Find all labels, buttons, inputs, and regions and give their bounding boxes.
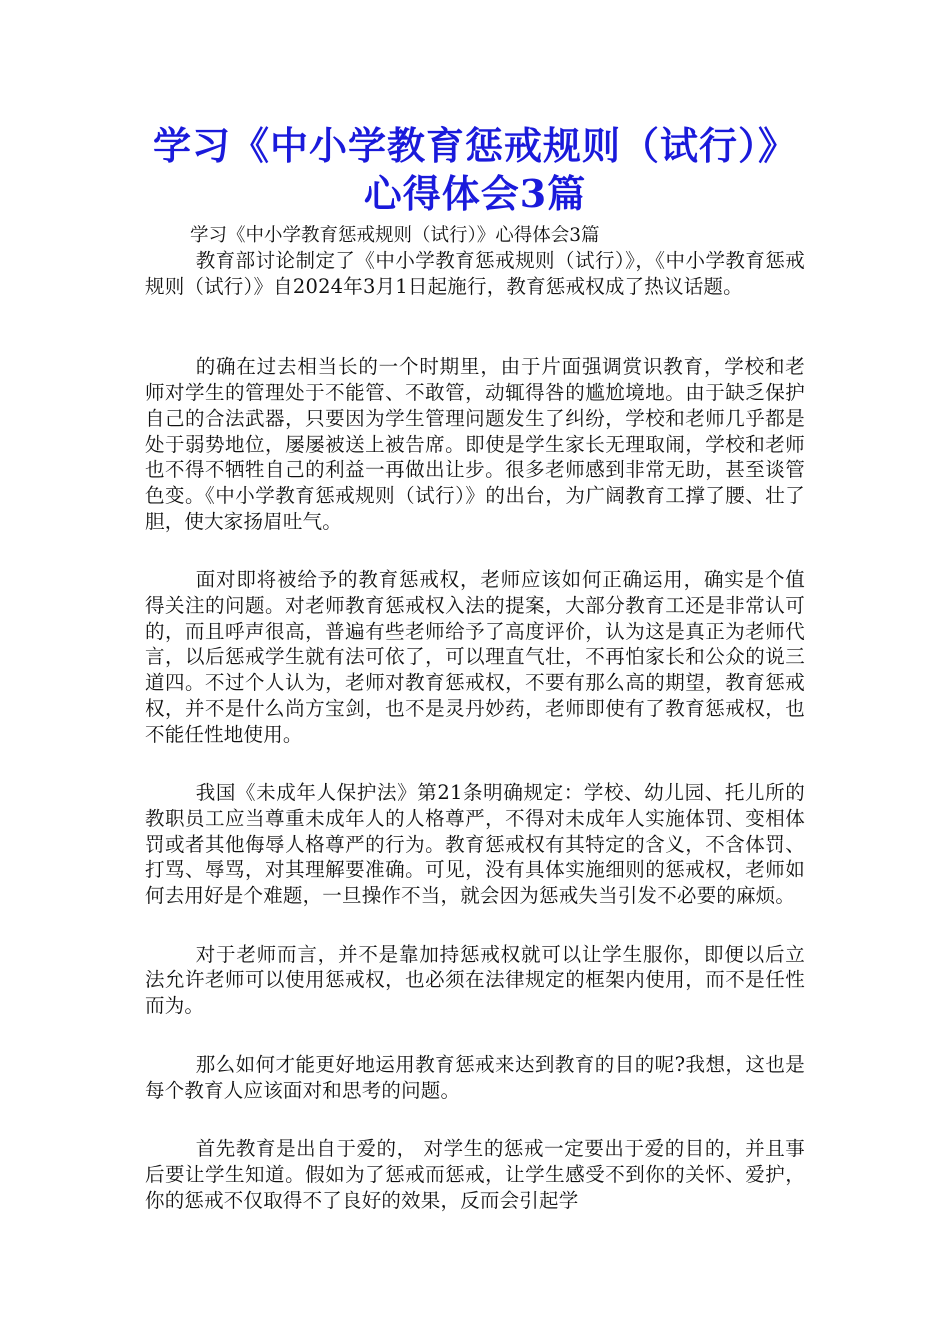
- paragraph-intro: 教育部讨论制定了《中小学教育惩戒规则（试行）》，《中小学教育惩戒规则（试行）》自2024年3月1日起施行，教育惩戒权成了热议话题。: [145, 249, 805, 298]
- document-title: 学习《中小学教育惩戒规则（试行）》心得体会3篇: [152, 123, 797, 216]
- paragraph-spacer: [145, 747, 805, 780]
- paragraph-teacher: 对于老师而言，并不是靠加持惩戒权就可以让学生服你，即便以后立法允许老师可以使用惩戒权，也必须在法律规定的框架内使用，而不是任性而为。: [145, 942, 805, 1018]
- paragraph-spacer: [145, 909, 805, 942]
- paragraph-background: 的确在过去相当长的一个时期里，由于片面强调赏识教育，学校和老师对学生的管理处于不能管、不敢管，动辄得咎的尴尬境地。由于缺乏保护自己的合法武器，只要因为学生管理问题发生了纠纷，学校和老师几乎都是处于弱势地位，屡屡被送上被告席。即使是学生家长无理取闹，学校和老师也不得不牺牲自己的利益一再做出让步。很多老师感到非常无助，甚至谈管色变。《中小学教育惩戒规则（试行）》的出台，为广阔教育工撑了腰、壮了胆，使大家扬眉吐气。: [145, 355, 805, 533]
- paragraph-spacer: [145, 299, 805, 354]
- paragraph-spacer: [145, 1103, 805, 1136]
- paragraph-spacer: [145, 1019, 805, 1052]
- paragraph-question: 那么如何才能更好地运用教育惩戒来达到教育的目的呢?我想，这也是每个教育人应该面对和思考的问题。: [145, 1052, 805, 1102]
- paragraph-love: 首先教育是出自于爱的， 对学生的惩戒一定要出于爱的目的，并且事后要让学生知道。假如为了惩戒而惩戒，让学生感受不到你的关怀、爱护，你的惩戒不仅取得不了良好的效果，反而会引起学: [145, 1137, 805, 1212]
- document-body: [145, 223, 805, 1213]
- document-subtitle: 学习《中小学教育惩戒规则（试行）》心得体会3篇: [190, 225, 600, 246]
- paragraph-spacer: [145, 534, 805, 567]
- paragraph-application: 面对即将被给予的教育惩戒权，老师应该如何正确运用，确实是个值得关注的问题。对老师教育惩戒权入法的提案，大部分教育工还是非常认可的，而且呼声很高，普遍有些老师给予了高度评价，认为这是真正为老师代言，以后惩戒学生就有法可依了，可以理直气壮，不再怕家长和公众的说三道四。不过个人认为，老师对教育惩戒权，不要有那么高的期望，教育惩戒权，并不是什么尚方宝剑，也不是灵丹妙药，老师即使有了教育惩戒权，也不能任性地使用。: [145, 568, 805, 746]
- paragraph-law: 我国《未成年人保护法》第21条明确规定：学校、幼儿园、托儿所的教职员工应当尊重未成年人的人格尊严，不得对未成年人实施体罚、变相体罚或者其他侮辱人格尊严的行为。教育惩戒权有其特定的含义，不含体罚、打骂、辱骂，对其理解要准确。可见，没有具体实施细则的惩戒权，老师如何去用好是个难题，一旦操作不当，就会因为惩戒失当引发不必要的麻烦。: [145, 781, 805, 908]
